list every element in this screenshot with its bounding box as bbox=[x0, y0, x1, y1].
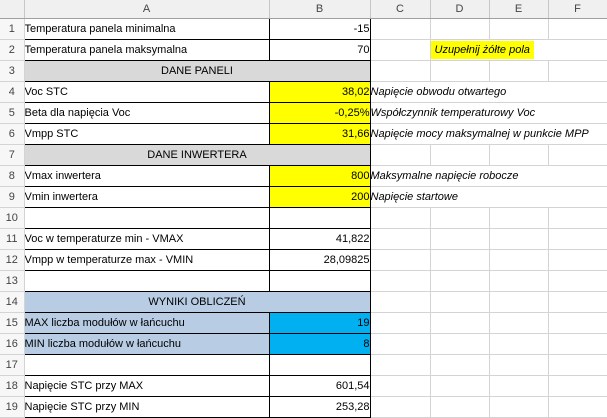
cell-a17[interactable] bbox=[24, 355, 269, 376]
table-row bbox=[0, 313, 607, 334]
row-header-1[interactable]: 1 bbox=[0, 19, 24, 40]
cell-d15[interactable] bbox=[430, 313, 489, 334]
row-header-8[interactable]: 8 bbox=[0, 166, 24, 187]
cell-d11[interactable] bbox=[430, 229, 489, 250]
cell-b11[interactable]: 41,822 bbox=[269, 229, 370, 250]
table-row bbox=[0, 292, 607, 313]
table-row bbox=[0, 187, 607, 208]
row-header-7[interactable]: 7 bbox=[0, 145, 24, 166]
cell-b15-result-value[interactable]: 19 bbox=[269, 313, 370, 334]
cell-b1[interactable]: -15 bbox=[269, 19, 370, 40]
cell-c15[interactable] bbox=[370, 313, 430, 334]
cell-b8-input[interactable]: 800 bbox=[269, 166, 370, 187]
cell-e18[interactable] bbox=[489, 376, 548, 397]
cell-d2-hint[interactable] bbox=[430, 40, 607, 61]
cell-c7[interactable] bbox=[370, 145, 430, 166]
cell-a5[interactable]: Beta dla napięcia Voc bbox=[24, 103, 269, 124]
row-header-16[interactable]: 16 bbox=[0, 334, 24, 355]
table-row bbox=[0, 40, 607, 61]
cell-f16[interactable] bbox=[548, 334, 607, 355]
table-row bbox=[0, 397, 607, 418]
cell-f15[interactable] bbox=[548, 313, 607, 334]
cell-e17[interactable] bbox=[489, 355, 548, 376]
cell-f11[interactable] bbox=[548, 229, 607, 250]
cell-a18[interactable]: Napięcie STC przy MAX bbox=[24, 376, 269, 397]
cell-c11[interactable] bbox=[370, 229, 430, 250]
table-row bbox=[0, 19, 607, 40]
row-header-13[interactable]: 13 bbox=[0, 271, 24, 292]
cell-c8-note[interactable]: Maksymalne napięcie robocze bbox=[370, 166, 607, 187]
cell-c2[interactable] bbox=[370, 40, 430, 61]
cell-c13[interactable] bbox=[370, 271, 430, 292]
cell-a3-section-header[interactable]: DANE PANELI bbox=[24, 61, 370, 82]
cell-f7[interactable] bbox=[548, 145, 607, 166]
cell-f13[interactable] bbox=[548, 271, 607, 292]
row-header-9[interactable]: 9 bbox=[0, 187, 24, 208]
cell-a15-result-label[interactable]: MAX liczba modułów w łańcuchu bbox=[24, 313, 269, 334]
column-header-row bbox=[0, 0, 607, 19]
table-row bbox=[0, 334, 607, 355]
row-header-6[interactable]: 6 bbox=[0, 124, 24, 145]
column-header-d[interactable]: D bbox=[430, 0, 489, 19]
cell-d10[interactable] bbox=[430, 208, 489, 229]
cell-a16-result-label[interactable]: MIN liczba modułów w łańcuchu bbox=[24, 334, 269, 355]
cell-f1[interactable] bbox=[548, 19, 607, 40]
cell-e14[interactable] bbox=[489, 292, 548, 313]
row-header-19[interactable]: 19 bbox=[0, 397, 24, 418]
cell-b13[interactable] bbox=[269, 271, 370, 292]
cell-f14[interactable] bbox=[548, 292, 607, 313]
cell-e3[interactable] bbox=[489, 61, 548, 82]
cell-c10[interactable] bbox=[370, 208, 430, 229]
cell-b6-input[interactable]: 31,66 bbox=[269, 124, 370, 145]
cell-c12[interactable] bbox=[370, 250, 430, 271]
cell-f17[interactable] bbox=[548, 355, 607, 376]
cell-c16[interactable] bbox=[370, 334, 430, 355]
cell-e1[interactable] bbox=[489, 19, 548, 40]
select-all-corner[interactable] bbox=[0, 0, 24, 19]
row-header-3[interactable]: 3 bbox=[0, 61, 24, 82]
table-row bbox=[0, 376, 607, 397]
cell-a2[interactable]: Temperatura panela maksymalna bbox=[24, 40, 269, 61]
cell-a6[interactable]: Vmpp STC bbox=[24, 124, 269, 145]
cell-b16-result-value[interactable]: 8 bbox=[269, 334, 370, 355]
cell-b2[interactable]: 70 bbox=[269, 40, 370, 61]
row-header-18[interactable]: 18 bbox=[0, 376, 24, 397]
cell-f19[interactable] bbox=[548, 397, 607, 418]
column-header-b[interactable]: B bbox=[269, 0, 370, 19]
row-header-5[interactable]: 5 bbox=[0, 103, 24, 124]
cell-b5-input[interactable]: -0,25% bbox=[269, 103, 370, 124]
cell-c4-note[interactable]: Napięcie obwodu otwartego bbox=[370, 82, 607, 103]
cell-e15[interactable] bbox=[489, 313, 548, 334]
cell-a9[interactable]: Vmin inwertera bbox=[24, 187, 269, 208]
cell-a10[interactable] bbox=[24, 208, 269, 229]
cell-e16[interactable] bbox=[489, 334, 548, 355]
cell-a12[interactable]: Vmpp w temperaturze max - VMIN bbox=[24, 250, 269, 271]
row-header-17[interactable]: 17 bbox=[0, 355, 24, 376]
cell-d3[interactable] bbox=[430, 61, 489, 82]
cell-e19[interactable] bbox=[489, 397, 548, 418]
cell-b17[interactable] bbox=[269, 355, 370, 376]
cell-a13[interactable] bbox=[24, 271, 269, 292]
table-row bbox=[0, 82, 607, 103]
table-row bbox=[0, 166, 607, 187]
hint-label: Uzupełnij żółte pola bbox=[431, 41, 534, 59]
cell-c5-note[interactable]: Współczynnik temperaturowy Voc bbox=[370, 103, 607, 124]
row-header-11[interactable]: 11 bbox=[0, 229, 24, 250]
row-header-12[interactable]: 12 bbox=[0, 250, 24, 271]
cell-b19[interactable]: 253,28 bbox=[269, 397, 370, 418]
cell-c3[interactable] bbox=[370, 61, 430, 82]
cell-a14-results-header[interactable]: WYNIKI OBLICZEŃ bbox=[24, 292, 370, 313]
cell-c18[interactable] bbox=[370, 376, 430, 397]
cell-c19[interactable] bbox=[370, 397, 430, 418]
row-header-15[interactable]: 15 bbox=[0, 313, 24, 334]
cell-e7[interactable] bbox=[489, 145, 548, 166]
cell-a8[interactable]: Vmax inwertera bbox=[24, 166, 269, 187]
cell-e11[interactable] bbox=[489, 229, 548, 250]
cell-a4[interactable]: Voc STC bbox=[24, 82, 269, 103]
cell-c6-note[interactable]: Napięcie mocy maksymalnej w punkcie MPP bbox=[370, 124, 607, 145]
column-header-a[interactable]: A bbox=[24, 0, 269, 19]
cell-c14[interactable] bbox=[370, 292, 430, 313]
cell-d18[interactable] bbox=[430, 376, 489, 397]
cell-c9-note[interactable]: Napięcie startowe bbox=[370, 187, 607, 208]
cell-f10[interactable] bbox=[548, 208, 607, 229]
cell-a7-section-header[interactable]: DANE INWERTERA bbox=[24, 145, 370, 166]
cell-f18[interactable] bbox=[548, 376, 607, 397]
cell-d14[interactable] bbox=[430, 292, 489, 313]
cell-c17[interactable] bbox=[370, 355, 430, 376]
cell-a19[interactable]: Napięcie STC przy MIN bbox=[24, 397, 269, 418]
column-header-c[interactable]: C bbox=[370, 0, 430, 19]
cell-f3[interactable] bbox=[548, 61, 607, 82]
row-header-10[interactable]: 10 bbox=[0, 208, 24, 229]
cell-c1[interactable] bbox=[370, 19, 430, 40]
table-row bbox=[0, 145, 607, 166]
table-row bbox=[0, 271, 607, 292]
cell-b12[interactable]: 28,09825 bbox=[269, 250, 370, 271]
cell-d13[interactable] bbox=[430, 271, 489, 292]
table-row bbox=[0, 208, 607, 229]
table-row bbox=[0, 124, 607, 145]
row-header-2[interactable]: 2 bbox=[0, 40, 24, 61]
cell-e12[interactable] bbox=[489, 250, 548, 271]
column-header-e[interactable]: E bbox=[489, 0, 548, 19]
cell-d16[interactable] bbox=[430, 334, 489, 355]
table-row bbox=[0, 250, 607, 271]
table-row bbox=[0, 103, 607, 124]
table-row bbox=[0, 61, 607, 82]
cell-b18[interactable]: 601,54 bbox=[269, 376, 370, 397]
cell-f12[interactable] bbox=[548, 250, 607, 271]
cell-b10[interactable] bbox=[269, 208, 370, 229]
table-row bbox=[0, 229, 607, 250]
cell-d19[interactable] bbox=[430, 397, 489, 418]
cell-d17[interactable] bbox=[430, 355, 489, 376]
cell-d1[interactable] bbox=[430, 19, 489, 40]
cell-e10[interactable] bbox=[489, 208, 548, 229]
cell-a1[interactable]: Temperatura panela minimalna bbox=[24, 19, 269, 40]
row-header-14[interactable]: 14 bbox=[0, 292, 24, 313]
row-header-4[interactable]: 4 bbox=[0, 82, 24, 103]
cell-b9-input[interactable]: 200 bbox=[269, 187, 370, 208]
cell-a11[interactable]: Voc w temperaturze min - VMAX bbox=[24, 229, 269, 250]
table-row bbox=[0, 355, 607, 376]
cell-e13[interactable] bbox=[489, 271, 548, 292]
cell-b4-input[interactable]: 38,02 bbox=[269, 82, 370, 103]
cell-d7[interactable] bbox=[430, 145, 489, 166]
cell-d12[interactable] bbox=[430, 250, 489, 271]
column-header-f[interactable]: F bbox=[548, 0, 607, 19]
